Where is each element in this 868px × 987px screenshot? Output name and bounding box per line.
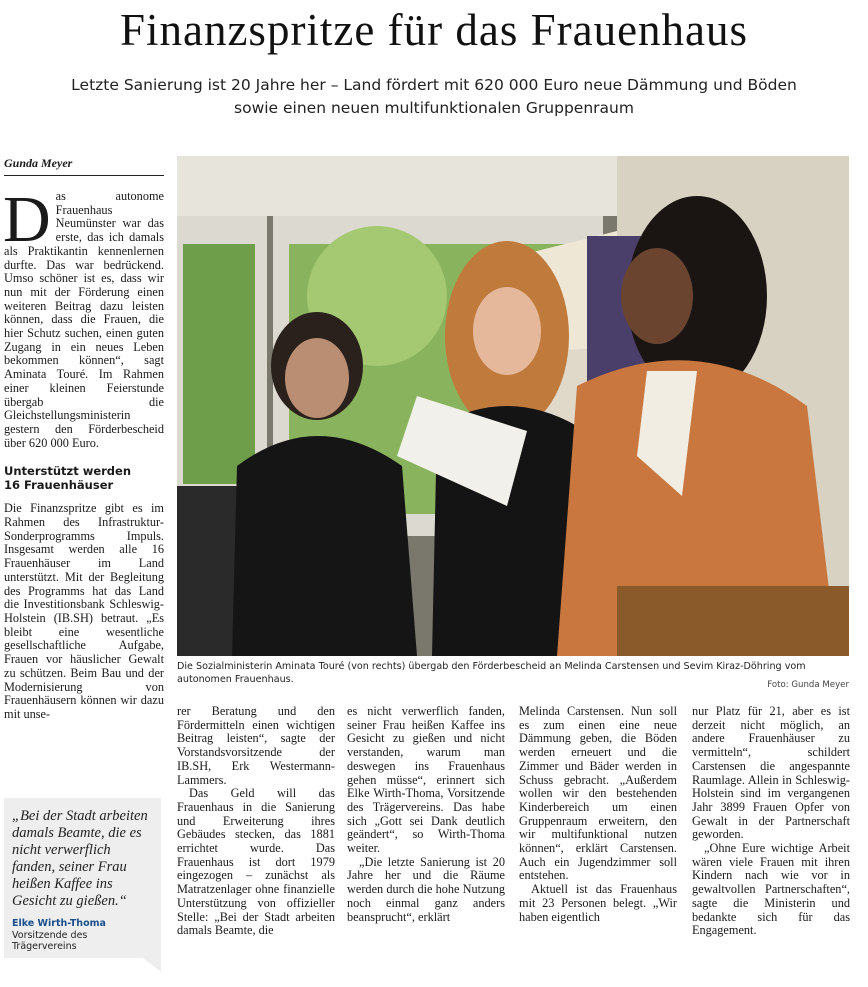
window-pane-left (183, 244, 255, 484)
subheadline-line-2: sowie einen neuen multifunktionalen Gruppenraum (234, 99, 634, 117)
column-5 (692, 705, 850, 938)
quote-text: „Bei der Stadt arbeiten damals Beamte, die es nicht verwerflich fanden, seiner Frau heißen Kaffee ins Gesicht zu gießen.“ (12, 808, 148, 909)
byline-divider (4, 175, 164, 176)
face-middle-person (473, 287, 541, 375)
pull-quote (4, 798, 161, 958)
column-3 (347, 705, 505, 924)
column-2-paragraph-2: Das Geld will das Frauenhaus in die Sanierung und Erweiterung ihres Gebäudes stecken, das 1881 errichtet wurde. Das Frauenhaus ist dort 1979 eingezogen – zunächst als Matratzenlager ohne finanzielle Unterstützung von offizieller Stelle: „Bei der Stadt arbeiten damals Beamte, die (177, 786, 335, 938)
left-column (4, 156, 164, 722)
quote-author: Elke Wirth-Thoma (12, 918, 106, 929)
face-right-person (621, 248, 693, 344)
column-4-paragraph-1: Melinda Carstensen. Nun soll es zum einen eine neue Dämmung geben, die Böden werden erneuert und die Zimmer und Bäder werden in Schuss gebracht. „Außerdem wollen wir den bestehenden Kinderbereich um einen Gruppenraum erweitern, den wir multifunktional nutzen können“, erklärt Carstensen. Auch ein Jugendzimmer soll entstehen. (519, 704, 677, 883)
section-heading-line-2: 16 Frauenhäuser (4, 478, 114, 493)
column-5-paragraph-1: nur Platz für 21, aber es ist derzeit nicht möglich, an andere Frauenhäuser zu vermitteln“, schildert Carstensen die angespannte Raumlage. Allein in Schleswig-Holstein sind im vergangenen Jahr 3899 Frauen Opfer von Gewalt in der Partnerschaft geworden. (692, 704, 850, 842)
face-left-person (285, 338, 349, 418)
column-2 (177, 705, 335, 938)
photo-illustration (177, 156, 849, 656)
ceiling (177, 156, 627, 216)
column-4-paragraph-2: Aktuell ist das Frauenhaus mit 23 Personen belegt. „Wir haben eigentlich (519, 882, 677, 924)
headline: Finanzspritze für das Frauenhaus (119, 5, 749, 55)
column-3-paragraph-2: „Die letzte Sanierung ist 20 Jahre her und die Räume werden durch die hohe Nutzung noch einmal ganz anders beansprucht“, erklärt (347, 854, 505, 924)
subheadline-line-1: Letzte Sanierung ist 20 Jahre her – Land fördert mit 620 000 Euro neue Dämmung und Böden (71, 76, 797, 94)
lead-text: as autonome Frauenhaus Neumünster war das erste, das ich damals als Praktikantin kennenlernen durfte. Das war bedrückend. Umso schöner ist es, dass wir nun mit der Förderung einen weiteren Beitrag dazu leisten können, dass die Frauen, die hier Schutz suchen, einen guten Zugang in ein neues Leben bekommen können“, sagt Aminata Touré. Im Rahmen einer kleinen Feierstunde übergab die Gleichstellungsministerin gestern den Förderbescheid über 620 000 Euro. (4, 189, 164, 450)
left-person-shirt (232, 436, 417, 656)
subheadline (20, 74, 848, 120)
section-heading-line-1: Unterstützt werden (4, 464, 132, 479)
byline: Gunda Meyer (4, 156, 73, 170)
wooden-counter (617, 586, 849, 656)
column-2-paragraph-1: rer Beratung und den Fördermitteln einen wichtigen Beitrag leisten“, sagte der Vorstandsvorsitzende der IB.SH, Erk Westermann-Lammers. (177, 704, 335, 787)
quote-role: Vorsitzende des Trägervereins (12, 930, 88, 952)
drop-cap: D (3, 183, 51, 256)
column-5-paragraph-2: „Ohne Eure wichtige Arbeit wären viele Frauen mit ihren Kindern nach wie vor in gewaltvollen Partnerschaften“, sagte die Ministerin und bedankte sich für das Engagement. (692, 841, 850, 938)
article-photo (177, 156, 849, 656)
section-heading (4, 464, 164, 492)
column-4 (519, 705, 677, 924)
photo-credit: Foto: Gunda Meyer (767, 680, 849, 690)
column-3-paragraph-1: es nicht verwerflich fanden, seiner Frau heißen Kaffee ins Gesicht zu gießen und nicht verstanden, warum man deswegen ins Frauenhaus gehen müsse“, erinnert sich Elke Wirth-Thoma, Vorsitzende des Trägervereins. Das habe sich „Gott sei Dank deutlich geändert“, so Wirth-Thoma weiter. (347, 704, 505, 856)
lead-paragraph (3, 183, 164, 450)
section-paragraph: Die Finanzspritze gibt es im Rahmen des Infrastruktur-Sonderprogramms Impuls. Insgesamt werden alle 16 Frauenhäuser im Land unterstützt. Mit der Begleitung des Programms hat das Land die Investitionsbank Schleswig-Holstein (IB.SH) betraut. „Es bleibt eine wesentliche gesellschaftliche Aufgabe, Frauen vor häuslicher Gewalt zu schützen. Beim Bau und der Modernisierung von Frauenhäusern können wir dazu mit unse- (4, 501, 164, 721)
photo-caption: Die Sozialministerin Aminata Touré (von rechts) übergab den Förderbescheid an Melinda Carstensen und Sevim Kiraz-Döhring vom autonomen Frauenhaus. (177, 661, 806, 685)
